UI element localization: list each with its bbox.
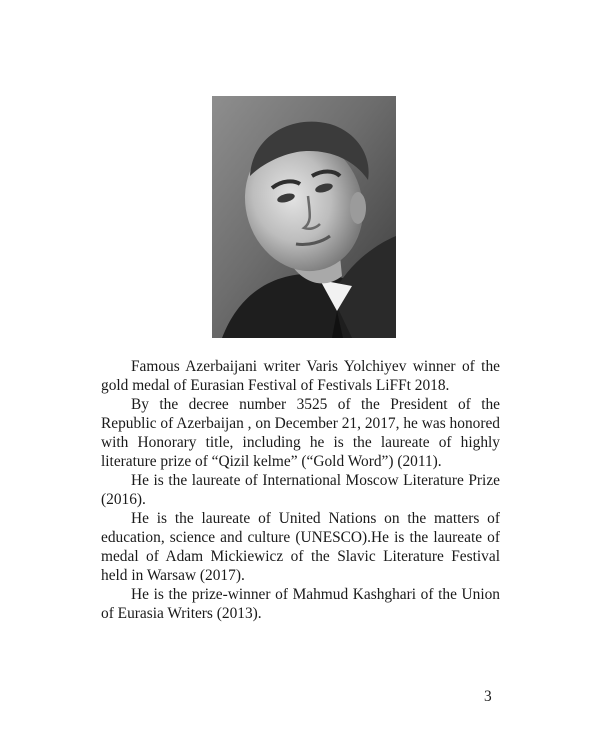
paragraph-moscow-prize: He is the laureate of International Moscow Literature Prize (2016).	[101, 472, 500, 508]
author-portrait-photo	[212, 96, 396, 338]
paragraph-gold-medal: Famous Azerbaijani writer Varis Yolchiyev winner of the gold medal of Eurasian Festival of Festivals LiFFt 2018.	[101, 358, 500, 394]
paragraph-honorary-title: By the decree number 3525 of the President of the Republic of Azerbaijan , on December 21, 2017, he was honored with Honorary title, including he is the laureate of highly literature prize of “Qizil kelme” (“Gold Word”) (2011).	[101, 396, 500, 470]
paragraph-kashghari-prize: He is the prize-winner of Mahmud Kashghari of the Union of Eurasia Writers (2013).	[101, 586, 500, 622]
paragraph-unesco: He is the laureate of United Nations on the matters of education, science and culture (UNESCO).He is the laureate of medal of Adam Mickiewicz of the Slavic Literature Festival held in Warsaw (2017).	[101, 510, 500, 584]
portrait-illustration	[212, 96, 396, 338]
page-number: 3	[484, 688, 492, 705]
biography-text	[101, 357, 500, 623]
